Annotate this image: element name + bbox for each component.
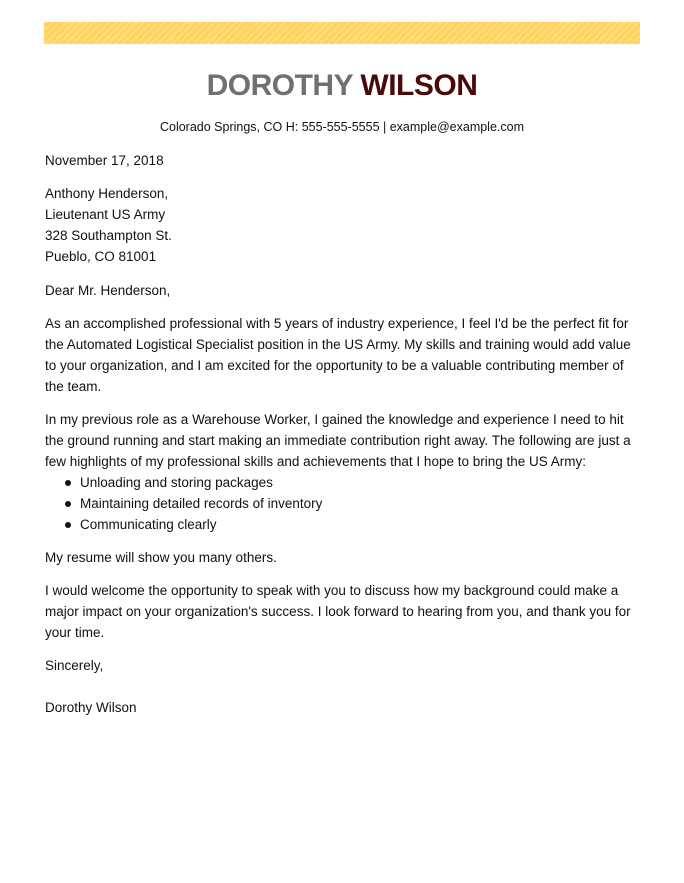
letter-body [45, 150, 645, 718]
bullet-icon [65, 480, 71, 486]
recipient-city: Pueblo, CO 81001 [45, 249, 157, 264]
salutation: Dear Mr. Henderson, [45, 283, 171, 298]
signature: Dorothy Wilson [45, 700, 137, 715]
experience-paragraph: In my previous role as a Warehouse Worker, I gained the knowledge and experience I need to hit the ground running and start making an immediate contribution right away. The following are just a few highlights of my professional skills and achievements that I hope to bring the US Army: [45, 412, 631, 469]
list-item-text: Maintaining detailed records of inventory [80, 496, 323, 511]
recipient-title: Lieutenant US Army [45, 207, 166, 222]
bullet-icon [65, 522, 71, 528]
list-item [45, 514, 645, 535]
list-item [45, 493, 645, 514]
contact-line: Colorado Springs, CO H: 555-555-5555 | example@example.com [159, 120, 525, 134]
closing-salutation: Sincerely, [45, 658, 104, 673]
highlights-list [45, 472, 645, 535]
recipient-address [45, 183, 645, 267]
resume-paragraph: My resume will show you many others. [45, 550, 277, 565]
bullet-icon [65, 501, 71, 507]
recipient-name: Anthony Henderson, [45, 186, 169, 201]
list-item-text: Unloading and storing packages [80, 475, 273, 490]
intro-paragraph: As an accomplished professional with 5 years of industry experience, I feel I'd be the perfect fit for the Automated Logistical Specialist position in the US Army. My skills and training would add value to your organization, and I am excited for the opportunity to be a valuable contributing member of the team. [45, 316, 631, 394]
header-accent-band [44, 22, 640, 44]
list-item-text: Communicating clearly [80, 517, 217, 532]
last-name: WILSON [360, 69, 478, 102]
applicant-name [0, 66, 684, 106]
first-name: DOROTHY [206, 69, 353, 102]
closing-paragraph: I would welcome the opportunity to speak with you to discuss how my background could make a major impact on your organization's success. I look forward to hearing from you, and thank you for your time. [45, 583, 631, 640]
letter-date: November 17, 2018 [45, 153, 164, 168]
recipient-street: 328 Southampton St. [45, 228, 172, 243]
list-item [45, 472, 645, 493]
